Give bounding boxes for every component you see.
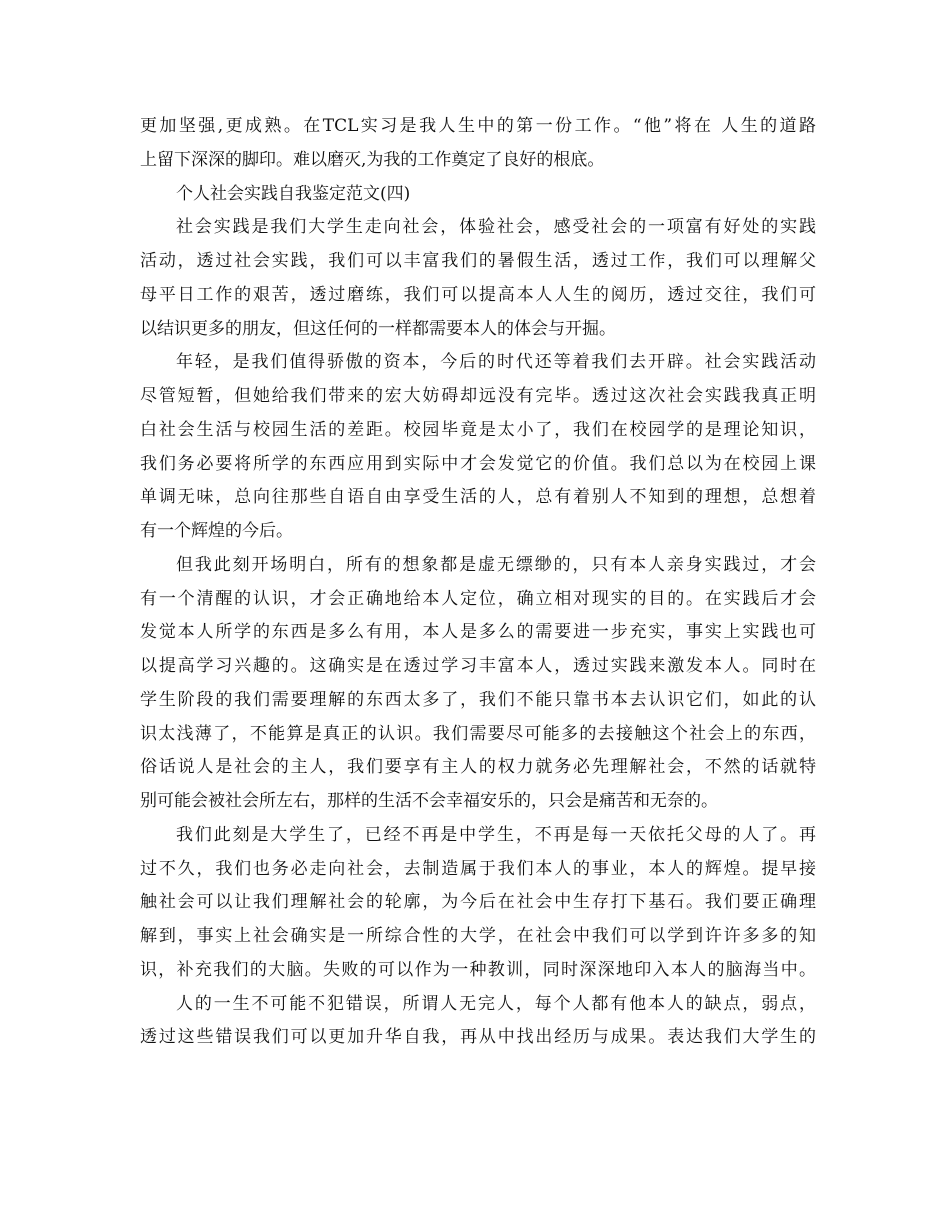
text-line: 别可能会被社会所左右，那样的生活不会幸福安乐的，只会是痛苦和无奈的。	[140, 791, 718, 811]
text-line: 发觉本人所学的东西是多么有用，本人是多么的需要进一步充实，事实上实践也可	[140, 622, 816, 643]
text-line: 识，补充我们的大脑。失败的可以作为一种教训，同时深深地印入本人的脑海当中。	[140, 959, 816, 980]
text-line: 活动，透过社会实践，我们可以丰富我们的暑假生活，透过工作，我们可以理解父	[140, 251, 816, 271]
text-line: 我们务必要将所学的东西应用到实际中才会发觉它的价值。我们总以为在校园上课	[140, 453, 816, 474]
text-line: 触社会可以让我们理解社会的轮廓，为今后在社会中生存打下基石。我们要正确理	[140, 892, 816, 913]
text-line: 识太浅薄了，不能算是真正的认识。我们需要尽可能多的去接触这个社会上的东西，	[140, 723, 816, 744]
text-line: 单调无味，总向往那些自语自由享受生活的人，总有着别人不知到的理想，总想着	[140, 487, 816, 508]
section-heading: 个人社会实践自我鉴定范文(四)	[176, 183, 411, 204]
text-line: 母平日工作的艰苦，透过磨练，我们可以提高本人人生的阅历，透过交往，我们可	[140, 284, 816, 305]
text-line: 学生阶段的我们需要理解的东西太多了，我们不能只靠书本去认识它们，如此的认	[140, 689, 816, 710]
text-line: 人的一生不可能不犯错误，所谓人无完人，每个人都有他本人的缺点，弱点，	[176, 993, 816, 1014]
text-line: 更加坚强,更成熟。在TCL实习是我人生中的第一份工作。“他”将在 人生的道路	[140, 116, 816, 136]
text-line: 年轻，是我们值得骄傲的资本，今后的时代还等着我们去开辟。社会实践活动	[176, 352, 816, 373]
text-line: 尽管短暂，但她给我们带来的宏大妨碍却远没有完毕。透过这次社会实践我真正明	[140, 386, 816, 406]
document-body	[140, 110, 816, 1055]
text-line: 以结识更多的朋友，但这任何的一样都需要本人的体会与开掘。	[140, 318, 616, 339]
text-line: 俗话说人是社会的主人，我们要享有主人的权力就务必先理解社会，不然的话就特	[140, 757, 816, 778]
text-line: 过不久，我们也务必走向社会，去制造属于我们本人的事业，本人的辉煌。提早接	[140, 858, 816, 879]
text-line: 以提高学习兴趣的。这确实是在透过学习丰富本人，透过实践来激发本人。同时在	[140, 656, 816, 676]
text-line: 我们此刻是大学生了，已经不再是中学生，不再是每一天依托父母的人了。再	[176, 824, 816, 845]
text-line: 有一个辉煌的今后。	[140, 521, 293, 541]
text-line: 解到，事实上社会确实是一所综合性的大学，在社会中我们可以学到许许多多的知	[140, 926, 816, 946]
text-line: 上留下深深的脚印。难以磨灭,为我的工作奠定了良好的根底。	[140, 149, 605, 170]
text-line: 白社会生活与校园生活的差距。校园毕竟是太小了，我们在校园学的是理论知识，	[140, 419, 816, 440]
text-line: 透过这些错误我们可以更加升华自我，再从中找出经历与成果。表达我们大学生的	[140, 1027, 816, 1048]
text-line: 但我此刻开场明白，所有的想象都是虚无缥缈的，只有本人亲身实践过，才会	[176, 554, 816, 575]
text-line: 有一个清醒的认识，才会正确地给本人定位，确立相对现实的目的。在实践后才会	[140, 588, 816, 609]
text-line: 社会实践是我们大学生走向社会，体验社会，感受社会的一项富有好处的实践	[176, 217, 816, 238]
